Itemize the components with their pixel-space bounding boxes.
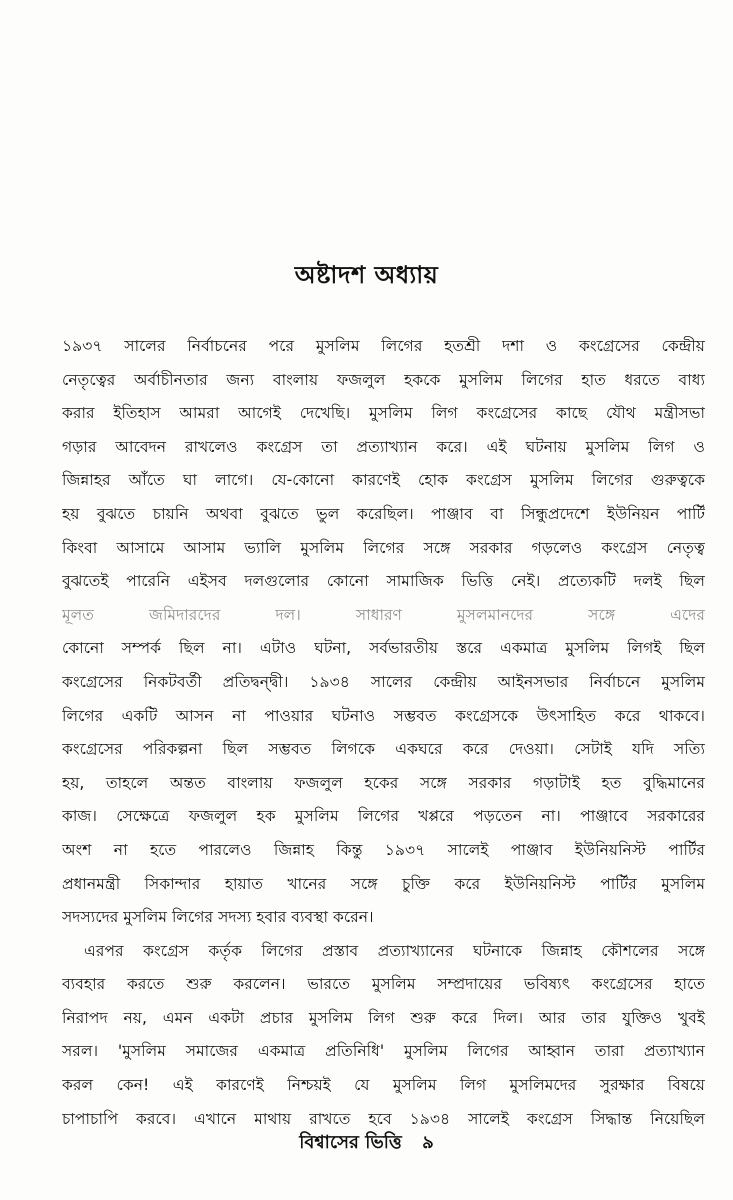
text-line: সদস্যদের মুসলিম লিগের সদস্য হবার ব্যবস্থা করেন। bbox=[62, 908, 374, 927]
page-footer bbox=[0, 1128, 733, 1159]
text-line: কাজ। সেক্ষেত্রে ফজলুল হক মুসলিম লিগের খপ্পরে পড়তেন না। পাঞ্জাবে সরকারের bbox=[62, 807, 705, 826]
text-line: সরল। 'মুসলিম সমাজের একমাত্র প্রতিনিধি' মুসলিম লিগের আহ্বান তারা প্রত্যাখ্যান bbox=[62, 1042, 705, 1061]
text-line: বুঝতেই পারেনি এইসব দলগুলোর কোনো সামাজিক ভিত্তি নেই। প্রত্যেকটি দলই ছিল bbox=[62, 572, 705, 591]
chapter-title: অষ্টাদশ অধ্যায় bbox=[294, 261, 439, 289]
text-line: ব্যবহার করতে শুরু করলেন। ভারতে মুসলিম সম্প্রদায়ের ভবিষ্যৎ কংগ্রেসের হাতে bbox=[62, 975, 705, 994]
text-line: কোনো সম্পর্ক ছিল না। এটাও ঘটনা, সর্বভারতীয় স্তরে একমাত্র মুসলিম লিগই ছিল bbox=[62, 639, 705, 658]
text-line: এরপর কংগ্রেস কর্তৃক লিগের প্রস্তাব প্রত্যাখ্যানের ঘটনাকে জিন্নাহ কৌশলের সঙ্গে bbox=[84, 941, 705, 960]
text-line: কংগ্রেসের নিকটবর্তী প্রতিদ্বন্দ্বী। ১৯৩৪ সালের কেন্দ্রীয় আইনসভার নির্বাচনে মুসলিম bbox=[62, 672, 705, 691]
text-line: নেতৃত্বের অর্বাচীনতার জন্য বাংলায় ফজলুল হককে মুসলিম লিগের হাত ধরতে বাধ্য bbox=[62, 370, 705, 389]
page-number: ৯ bbox=[422, 1132, 434, 1153]
text-line: অংশ না হতে পারলেও জিন্নাহ কিন্তু ১৯৩৭ সালেই পাঞ্জাব ইউনিয়নিস্ট পার্টির bbox=[62, 840, 705, 859]
paragraph-1 bbox=[62, 330, 705, 935]
text-line: ১৯৩৭ সালের নির্বাচনের পরে মুসলিম লিগের হতশ্রী দশা ও কংগ্রেসের কেন্দ্রীয় bbox=[62, 337, 705, 355]
text-line: জিন্নাহর আঁতে ঘা লাগে। যে-কোনো কারণেই হোক কংগ্রেস মুসলিম লিগের গুরুত্বকে bbox=[62, 471, 705, 490]
body-text bbox=[62, 330, 705, 1136]
text-line-faded: মূলত জমিদারদের দল। সাধারণ মুসলমানদের সঙ্গে এদের bbox=[62, 605, 705, 624]
text-line: করার ইতিহাস আমরা আগেই দেখেছি। মুসলিম লিগ কংগ্রেসের কাছে যৌথ মন্ত্রীসভা bbox=[62, 404, 705, 423]
text-line: নিরাপদ নয়, এমন একটা প্রচার মুসলিম লিগ শুরু করে দিল। আর তার যুক্তিও খুবই bbox=[62, 1008, 705, 1027]
text-line: চাপাচাপি করবে। এখানে মাথায় রাখতে হবে ১৯৩৪ সালেই কংগ্রেস সিদ্ধান্ত নিয়েছিল bbox=[62, 1109, 705, 1128]
text-line: গড়ার আবেদন রাখলেও কংগ্রেস তা প্রত্যাখ্যান করে। এই ঘটনায় মুসলিম লিগ ও bbox=[62, 437, 705, 456]
running-title: বিশ্বাসের ভিত্তি bbox=[299, 1132, 402, 1153]
text-line: প্রধানমন্ত্রী সিকান্দার হায়াত খানের সঙ্গে চুক্তি করে ইউনিয়নিস্ট পার্টির মুসলিম bbox=[62, 874, 705, 893]
text-line: কিংবা আসামে আসাম ভ্যালি মুসলিম লিগের সঙ্গে সরকার গড়লেও কংগ্রেস নেতৃত্ব bbox=[62, 538, 705, 557]
text-line: হয় বুঝতে চায়নি অথবা বুঝতে ভুল করেছিল। পাঞ্জাব বা সিন্ধুপ্রদেশে ইউনিয়ন পার্টি bbox=[62, 504, 705, 523]
text-line: কংগ্রেসের পরিকল্পনা ছিল সম্ভবত লিগকে একঘরে করে দেওয়া। সেটাই যদি সত্যি bbox=[62, 740, 705, 759]
text-line: লিগের একটি আসন না পাওয়ার ঘটনাও সম্ভবত কংগ্রেসকে উৎসাহিত করে থাকবে। bbox=[62, 706, 705, 725]
paragraph-2 bbox=[62, 935, 705, 1137]
text-line: হয়, তাহলে অন্তত বাংলায় ফজলুল হকের সঙ্গে সরকার গড়াটাই হত বুদ্ধিমানের bbox=[62, 773, 705, 792]
text-line: করল কেন! এই কারণেই নিশ্চয়ই যে মুসলিম লিগ মুসলিমদের সুরক্ষার বিষয়ে bbox=[62, 1076, 705, 1095]
